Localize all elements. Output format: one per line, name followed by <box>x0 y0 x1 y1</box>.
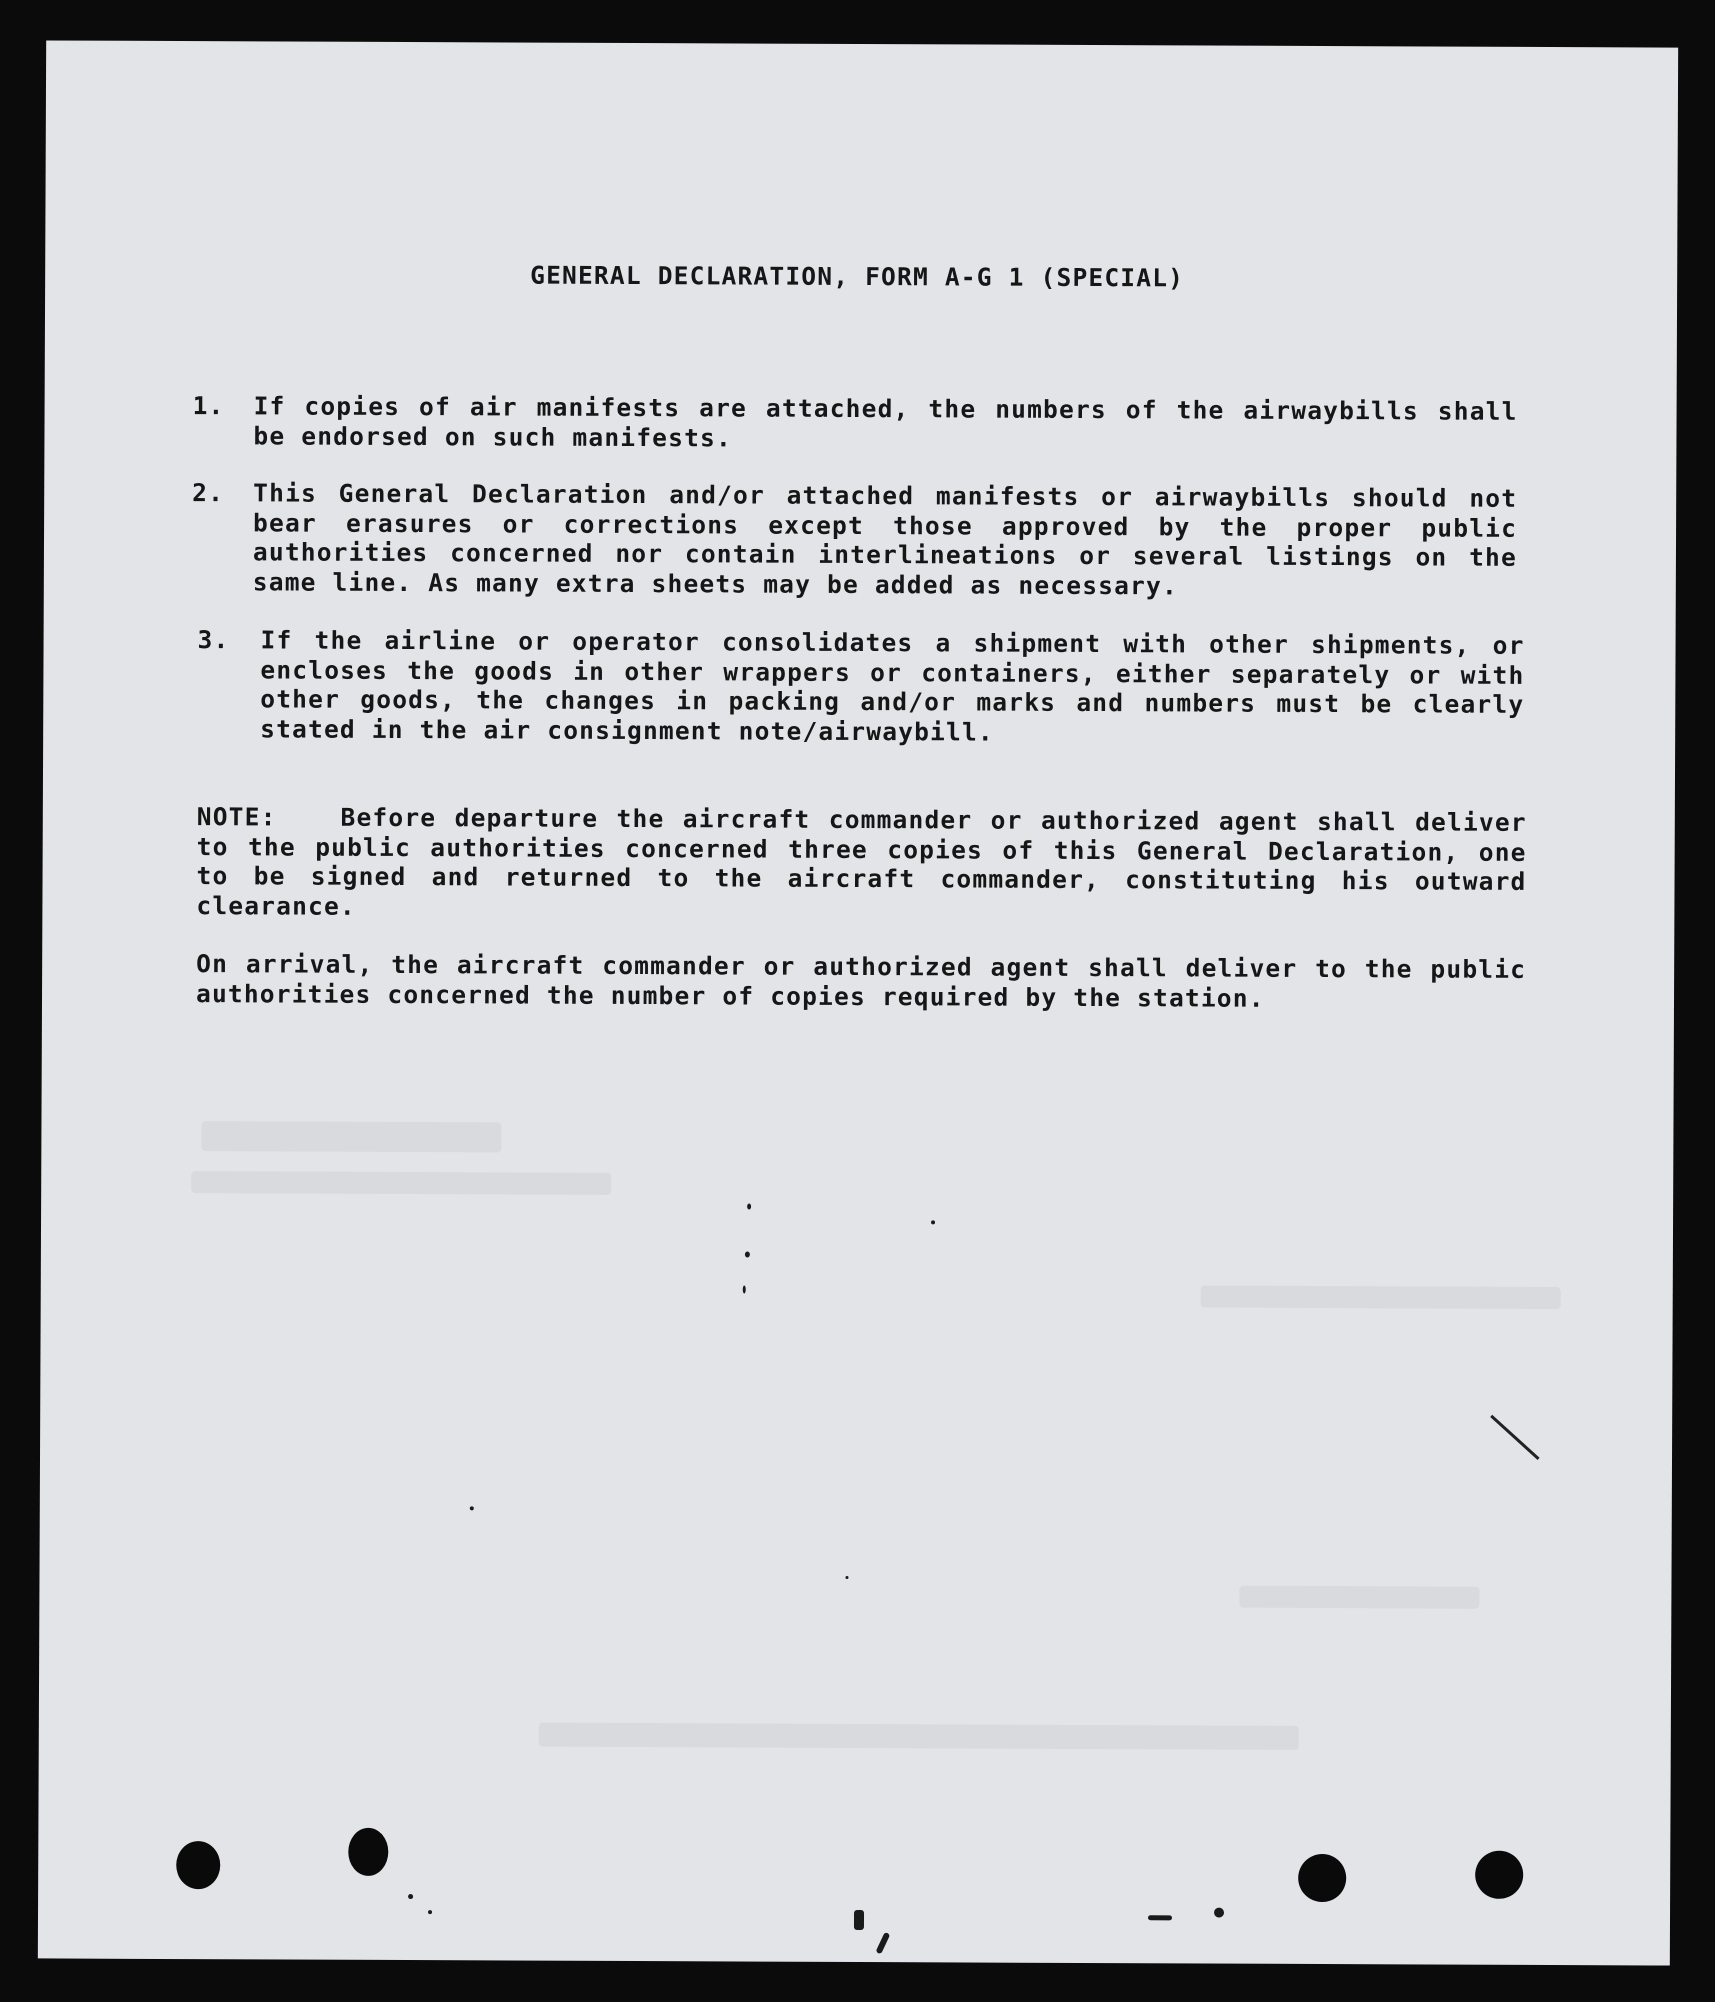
pen-stroke-mark <box>1490 1415 1539 1460</box>
tear-mark <box>854 1910 864 1930</box>
item-text-1: If copies of air manifests are attached, the numbers of the airwaybills shall be endorsed on such manifests. <box>253 391 1518 452</box>
tear-mark <box>1214 1908 1224 1918</box>
arrival-paragraph: On arrival, the aircraft commander or authorized agent shall deliver to the public authorities concerned the number of copies required by the station. <box>195 949 1527 1013</box>
ink-speck <box>743 1285 746 1293</box>
item-number-2: 2. <box>192 478 225 508</box>
item-text-2: This General Declaration and/or attached manifests or airwaybills should not bear erasures or corrections except those approved by the proper public authorities concerned nor contain interlineations or several listings on the same line. As many extra sheets may be added as necessary. <box>252 478 1518 600</box>
ink-speck <box>931 1220 935 1224</box>
ink-speck <box>747 1204 751 1210</box>
item-text-3: If the airline or operator consolidates a shipment with other shipments, or encloses the goods in other wrappers or containers, either separately or with other goods, the changes in packing and/or marks and numbers must be clearly stated in the air consignment note/airwaybill. <box>260 625 1525 747</box>
punch-hole <box>176 1841 220 1889</box>
item-number-3: 3. <box>197 625 230 655</box>
bleed-through-mark <box>1201 1285 1561 1309</box>
ink-speck <box>745 1252 750 1258</box>
bleed-through-mark <box>1239 1586 1479 1609</box>
bleed-through-mark <box>191 1171 611 1195</box>
document-title: GENERAL DECLARATION, FORM A-G 1 (SPECIAL) <box>530 260 1185 293</box>
punch-hole <box>1475 1851 1523 1899</box>
punch-hole <box>1298 1854 1346 1902</box>
tear-mark <box>1148 1915 1172 1920</box>
paper-sheet <box>38 40 1678 1965</box>
bleed-through-mark <box>201 1121 501 1152</box>
punch-hole <box>348 1828 388 1876</box>
tear-mark <box>428 1910 432 1914</box>
ink-speck <box>845 1576 848 1579</box>
ink-speck <box>470 1506 474 1510</box>
note-text: Before departure the aircraft commander or authorized agent shall deliver to the public authorities concerned three copies of this General Declaration, one to be signed and returned to the aircraft commander, constituting his outward clearance. <box>196 802 1527 921</box>
note-paragraph <box>196 802 1527 926</box>
note-label: NOTE: <box>196 802 277 832</box>
tear-mark <box>408 1894 413 1899</box>
item-number-1: 1. <box>192 391 225 421</box>
tear-mark <box>875 1932 890 1954</box>
bleed-through-mark <box>539 1723 1299 1750</box>
